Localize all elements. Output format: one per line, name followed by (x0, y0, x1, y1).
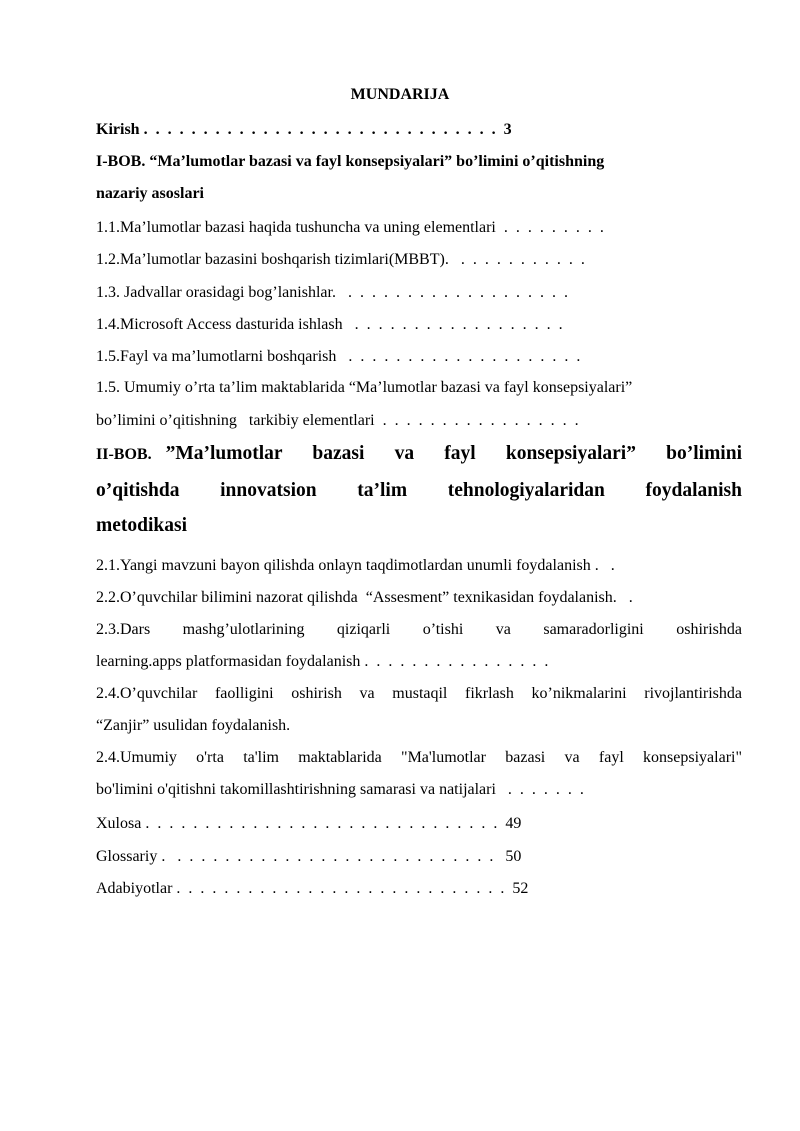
toc-entry-1-6-line-1: 1.5. Umumiy o’rta ta’lim maktablarida “Ma’lumotlar bazasi va fayl konsepsiyalari” (96, 379, 633, 396)
toc-entry-1-5: 1.5.Fayl va ma’lumotlarni boshqarish . . . . . . . . . . . . . . . . . . . . (96, 348, 581, 365)
toc-entry-1-3: 1.3. Jadvallar orasidagi bog’lanishlar. . . . . . . . . . . . . . . . . . . . (96, 284, 568, 301)
toc-entry-glossariy: Glossariy . . . . . . . . . . . . . . . . . . . . . . . . . . . . 50 (96, 848, 522, 865)
toc-entry-2-4-line-1: 2.4.O’quvchilar faolligini oshirish va mustaqil fikrlash ko’nikmalarini rivojlantirishda (96, 685, 742, 702)
toc-entry-2-1: 2.1.Yangi mavzuni bayon qilishda onlayn taqdimotlardan unumli foydalanish . . (96, 557, 615, 574)
page-title: MUNDARIJA (350, 86, 450, 103)
toc-chapter-2-line-2: o’qitishda innovatsion ta’lim tehnologiyalaridan foydalanish (96, 480, 742, 501)
toc-entry-2-5-line-1: 2.4.Umumiy o'rta ta'lim maktablarida "Ma'lumotlar bazasi va fayl konsepsiyalari" (96, 749, 742, 766)
chapter-2-title-part-1: ”Ma’lumotlar bazasi va fayl konsepsiyalari” bo’limini (165, 443, 742, 464)
toc-chapter-2-line-1 (96, 444, 742, 465)
toc-entry-kirish: Kirish . . . . . . . . . . . . . . . . . . . . . . . . . . . . . . 3 (96, 121, 512, 138)
toc-entry-2-3-line-1: 2.3.Dars mashg’ulotlarining qiziqarli o’tishi va samaradorligini oshirishda (96, 621, 742, 638)
toc-entry-2-2: 2.2.O’quvchilar bilimini nazorat qilishda “Assesment” texnikasidan foydalanish. . (96, 589, 633, 606)
toc-entry-2-3-line-2: learning.apps platformasidan foydalanish . . . . . . . . . . . . . . . . (96, 653, 549, 670)
toc-entry-xulosa: Xulosa . . . . . . . . . . . . . . . . . . . . . . . . . . . . . . 49 (96, 815, 522, 832)
toc-entry-1-1: 1.1.Ma’lumotlar bazasi haqida tushuncha va uning elementlari . . . . . . . . . (96, 219, 604, 236)
toc-entry-1-4: 1.4.Microsoft Access dasturida ishlash . . . . . . . . . . . . . . . . . . (96, 316, 563, 333)
toc-entry-1-6-line-2: bo’limini o’qitishning tarkibiy elementlari . . . . . . . . . . . . . . . . . (96, 412, 579, 429)
toc-entry-2-4-line-2: “Zanjir” usulidan foydalanish. (96, 717, 291, 734)
toc-chapter-1-line-2: nazariy asoslari (96, 185, 204, 202)
chapter-2-prefix: II-BOB. (96, 446, 152, 463)
toc-entry-2-5-line-2: bo'limini o'qitishni takomillashtirishning samarasi va natijalari . . . . . . . (96, 781, 584, 798)
toc-chapter-1-line-1: I-BOB. “Ma’lumotlar bazasi va fayl konsepsiyalari” bo’limini o’qitishning (96, 153, 605, 170)
toc-entry-adabiyotlar: Adabiyotlar . . . . . . . . . . . . . . . . . . . . . . . . . . . . 52 (96, 880, 529, 897)
toc-entry-1-2: 1.2.Ma’lumotlar bazasini boshqarish tizimlari(MBBT). . . . . . . . . . . . (96, 251, 585, 268)
toc-chapter-2-line-3: metodikasi (96, 515, 188, 536)
